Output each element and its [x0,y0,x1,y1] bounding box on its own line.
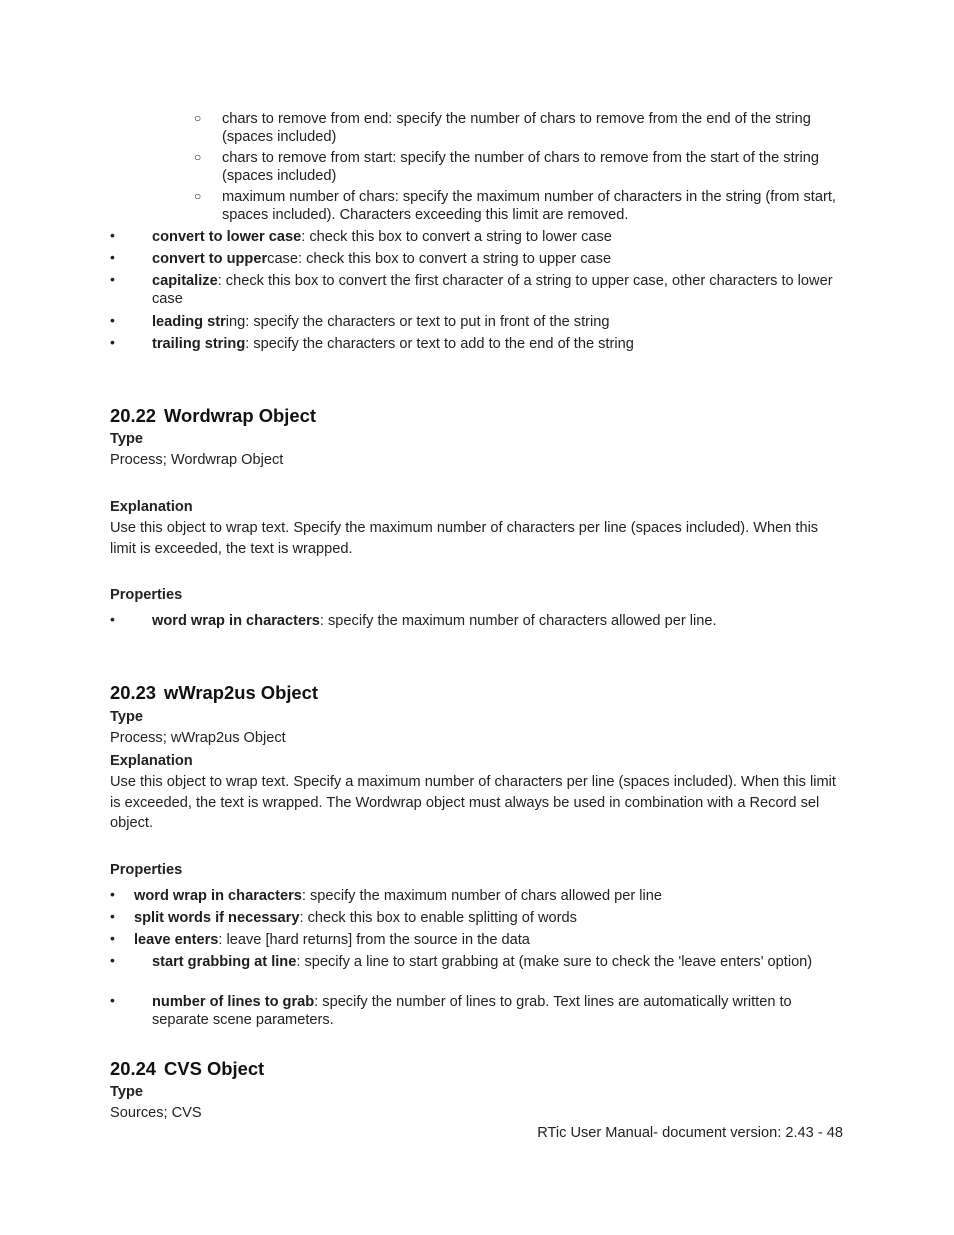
circle-bullet-icon: ○ [194,189,202,203]
type-value: Process; wWrap2us Object [110,730,286,746]
description: ing: specify the characters or text to put in front of the string [225,314,610,330]
description: : check this box to enable splitting of words [299,910,577,926]
bullet-icon: • [110,992,115,1008]
term: convert to upper [152,251,268,267]
circle-bullet-icon: ○ [194,111,202,125]
term: word wrap in characters [152,613,320,629]
type-value: Process; Wordwrap Object [110,452,284,468]
type-label: Type [110,1084,143,1100]
bullet-icon: • [110,611,115,627]
section-heading [110,682,318,704]
page-footer: RTic User Manual- document version: 2.43 - 48 [537,1125,843,1141]
term: start grabbing at line [152,954,297,970]
circle-bullet-icon: ○ [194,150,202,164]
type-value: Sources; CVS [110,1105,202,1121]
section-number: 20.24 [110,1058,157,1079]
term: leading str [152,314,226,330]
section-title: Wordwrap Object [164,405,316,426]
list-item-text: chars to remove from end: specify the number of chars to remove from the end of the string (spaces included) [222,111,811,145]
term: convert to lower case [152,229,302,245]
description: : specify the number of lines to grab. Text lines are automatically written to separate scene parameters. [152,994,792,1028]
description: : check this box to convert a string to lower case [301,229,612,245]
bullet-icon: • [110,227,115,243]
bullet-icon: • [110,886,115,902]
description: : specify a line to start grabbing at (make sure to check the 'leave enters' option) [296,954,813,970]
properties-label: Properties [110,862,183,878]
type-label: Type [110,431,143,447]
bullet-icon: • [110,312,115,328]
description: : leave [hard returns] from the source in the data [218,932,530,948]
section-heading [110,1058,264,1080]
section-title: CVS Object [164,1058,265,1079]
section-number: 20.22 [110,405,157,426]
description: : specify the maximum number of characters allowed per line. [319,613,717,629]
bullet-icon: • [110,930,115,946]
description: : specify the maximum number of chars allowed per line [301,888,663,904]
bullet-icon: • [110,952,115,968]
type-label: Type [110,709,143,725]
properties-label: Properties [110,587,183,603]
term: number of lines to grab [152,994,315,1010]
term: word wrap in characters [134,888,302,904]
section-title: wWrap2us Object [164,682,319,703]
bullet-icon: • [110,334,115,350]
bullet-icon: • [110,271,115,287]
section-number: 20.23 [110,682,157,703]
term: split words if necessary [134,910,300,926]
explanation-label: Explanation [110,499,193,515]
term: leave enters [134,932,219,948]
term: trailing string [152,336,246,352]
list-item-text: maximum number of chars: specify the maximum number of characters in the string (from start, spaces included). Characters exceeding this limit are removed. [222,189,836,223]
explanation-label: Explanation [110,753,193,769]
bullet-icon: • [110,908,115,924]
explanation-text: Use this object to wrap text. Specify the maximum number of characters per line (spaces included). When this limit is exceeded, the text is wrapped. [110,520,819,557]
explanation-text: Use this object to wrap text. Specify a maximum number of characters per line (spaces included). When this limit is exceeded, the text is wrapped. The Wordwrap object must always be used in combination with a Record sel object. [110,774,836,831]
section-heading [110,405,316,427]
description: : specify the characters or text to add to the end of the string [245,336,634,352]
description: : check this box to convert the first character of a string to upper case, other characters to lower case [152,273,833,307]
list-item-text: chars to remove from start: specify the number of chars to remove from the start of the string (spaces included) [222,150,819,184]
term: capitalize [152,273,218,289]
bullet-icon: • [110,249,115,265]
description: case: check this box to convert a string to upper case [267,251,612,267]
